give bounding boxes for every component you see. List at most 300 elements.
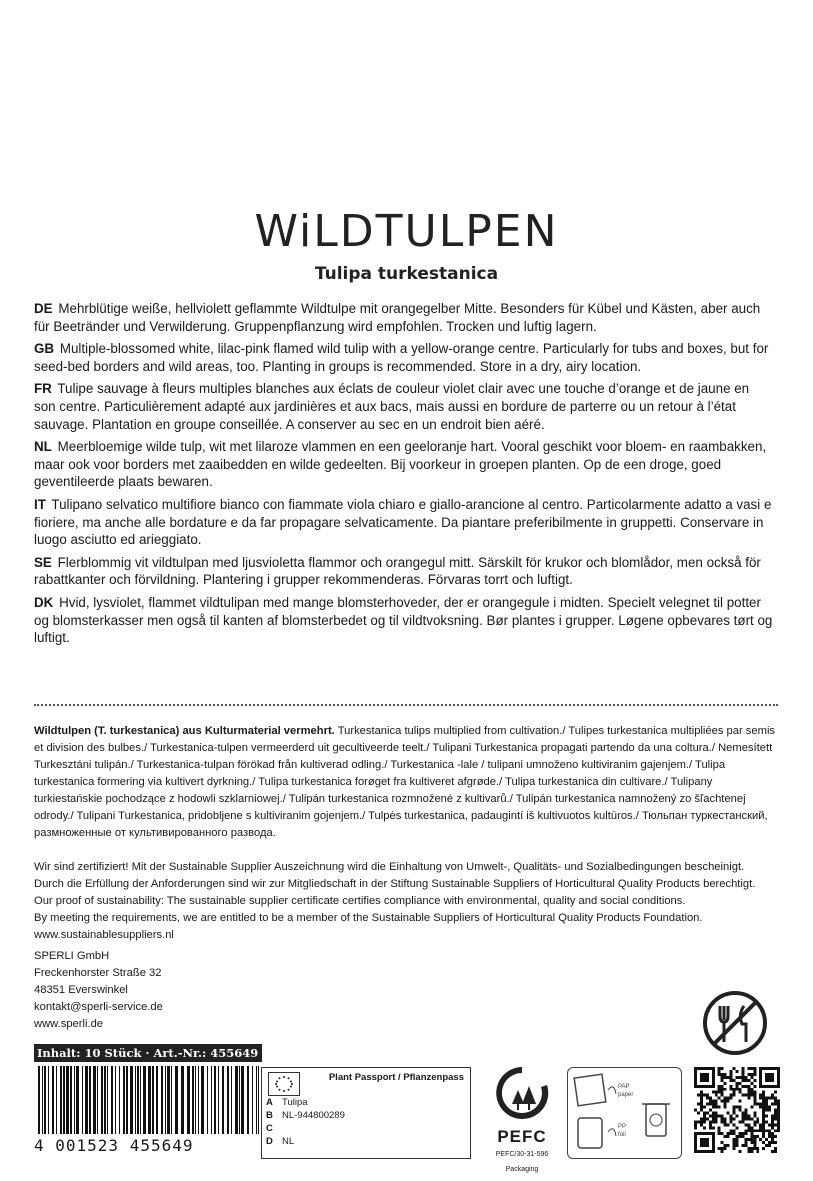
- qr-module: [700, 1097, 703, 1100]
- qr-module: [750, 1117, 753, 1120]
- qr-module: [750, 1129, 753, 1132]
- qr-module: [738, 1109, 741, 1112]
- barcode-bar: [93, 1066, 96, 1134]
- barcode-bar: [44, 1066, 46, 1134]
- barcode-bar: [167, 1066, 170, 1134]
- cert-url: www.sustainablesuppliers.nl: [34, 929, 174, 941]
- qr-module: [753, 1091, 756, 1094]
- email: kontakt@sperli-service.de: [34, 1001, 163, 1013]
- qr-module: [733, 1094, 736, 1097]
- qr-module: [733, 1111, 736, 1114]
- description-se: [34, 554, 774, 589]
- qr-module: [744, 1109, 747, 1112]
- barcode-bar: [181, 1066, 184, 1134]
- qr-module: [744, 1079, 747, 1082]
- qr-module: [736, 1085, 739, 1088]
- qr-module: [712, 1114, 715, 1117]
- qr-module: [733, 1144, 736, 1147]
- qr-module: [774, 1091, 777, 1094]
- qr-module: [744, 1076, 747, 1079]
- qr-module: [747, 1129, 750, 1132]
- barcode-bar: [192, 1066, 194, 1134]
- qr-module: [721, 1094, 724, 1097]
- barcode-bar: [42, 1066, 43, 1134]
- qr-module: [730, 1094, 733, 1097]
- qr-module: [730, 1085, 733, 1088]
- qr-module: [700, 1117, 703, 1120]
- qr-module: [715, 1120, 718, 1123]
- qr-module: [697, 1103, 700, 1106]
- passport-header: Plant Passport / Pflanzenpass: [328, 1072, 464, 1083]
- barcode-bar: [241, 1066, 244, 1134]
- qr-module: [753, 1123, 756, 1126]
- qr-module: [750, 1073, 753, 1076]
- lang-code: SE: [34, 554, 52, 570]
- qr-module: [774, 1141, 777, 1144]
- description-it: [34, 496, 774, 549]
- qr-module: [747, 1147, 750, 1150]
- qr-module: [736, 1076, 739, 1079]
- dotted-divider: [34, 704, 778, 706]
- qr-module: [741, 1111, 744, 1114]
- qr-module: [753, 1073, 756, 1076]
- qr-module: [774, 1100, 777, 1103]
- qr-module: [700, 1106, 703, 1109]
- qr-module: [741, 1076, 744, 1079]
- qr-module: [706, 1097, 709, 1100]
- lang-code: DE: [34, 301, 53, 316]
- qr-module: [774, 1111, 777, 1114]
- qr-module: [730, 1079, 733, 1082]
- qr-module: [738, 1082, 741, 1085]
- lang-text: Multiple-blossomed white, lilac-pink flamed wild tulip with a yellow-orange centre. Particularly for tubs and boxes, but for seed-bed borders and wild areas, too. Planting in groups is recommended. Store in a dry, airy location.: [34, 341, 769, 374]
- qr-module: [750, 1150, 753, 1153]
- description-dk: [34, 594, 774, 647]
- lang-code: NL: [34, 439, 52, 455]
- svg-text:paper: paper: [618, 1092, 634, 1098]
- qr-module: [721, 1150, 724, 1153]
- barcode-bar: [119, 1066, 120, 1134]
- barcode-bar: [171, 1066, 172, 1134]
- barcode-bar: [63, 1066, 65, 1134]
- passport-row: C: [266, 1123, 273, 1134]
- qr-module: [768, 1132, 771, 1135]
- qr-module: [762, 1114, 765, 1117]
- lang-text: Tulipe sauvage à fleurs multiples blanches aux éclats de couleur violet clair avec une touche d’orange et de jaune en son centre. Particulièrement adapté aux jardinières et aux bacs, mais aussi en bordure de parterre ou un retour à l’état sauvage. Plantation en groupe conseillée. A conserver au sec en un endroit bien aéré.: [34, 381, 750, 432]
- barcode-bar: [227, 1066, 229, 1134]
- qr-module: [747, 1138, 750, 1141]
- qr-module: [721, 1147, 724, 1150]
- barcode-bar: [107, 1066, 108, 1134]
- qr-module: [777, 1117, 780, 1120]
- qr-module: [724, 1144, 727, 1147]
- qr-module: [747, 1123, 750, 1126]
- lang-text: Tulipano selvatico multifiore bianco con fiammate viola chiaro e giallo-arancione al centro. Particolarmente adatto a vasi e fioriere, ma anche alle bordature e da far propagare selvaticamente. Da piantare preferibilmente in gruppetti. Conservare in luogo asciutto ed arieggiato.: [34, 496, 772, 548]
- lang-text: Hvid, lysviolet, flammet vildtulipan med mange blomsterhoveder, der er orangegule i midten. Specielt velegnet til potter og blomsterkasser men også til kanten af blomsterbedet og til vildtvoksning. Bør plantes i grupper. Løgene opbevares tørt og luftigt.: [34, 594, 773, 646]
- lang-code: GB: [34, 341, 55, 357]
- barcode-bar: [85, 1066, 88, 1134]
- street: Freckenhorster Straße 32: [34, 967, 162, 979]
- qr-module: [709, 1123, 712, 1126]
- barcode-bar: [52, 1066, 54, 1134]
- barcode-bar: [123, 1066, 125, 1134]
- qr-module: [715, 1094, 718, 1097]
- qr-module: [718, 1091, 721, 1094]
- qr-module: [753, 1103, 756, 1106]
- qr-module: [765, 1109, 768, 1112]
- company-name: SPERLI GmbH: [34, 950, 110, 962]
- qr-module: [724, 1073, 727, 1076]
- svg-text:PAP: PAP: [618, 1084, 630, 1090]
- qr-module: [697, 1120, 700, 1123]
- qr-module: [700, 1103, 703, 1106]
- qr-module: [700, 1091, 703, 1094]
- qr-module: [736, 1144, 739, 1147]
- qr-module: [753, 1138, 756, 1141]
- qr-module: [753, 1147, 756, 1150]
- qr-module: [721, 1085, 724, 1088]
- qr-module: [774, 1109, 777, 1112]
- qr-module: [753, 1111, 756, 1114]
- passport-row: B NL-944800289: [266, 1110, 345, 1121]
- barcode-bar: [218, 1066, 219, 1134]
- qr-module: [727, 1100, 730, 1103]
- qr-module: [765, 1114, 768, 1117]
- qr-module: [738, 1135, 741, 1138]
- qr-module: [741, 1073, 744, 1076]
- qr-module: [762, 1141, 765, 1144]
- qr-module: [741, 1117, 744, 1120]
- qr-module: [694, 1120, 697, 1123]
- qr-module: [727, 1076, 730, 1079]
- qr-module: [712, 1120, 715, 1123]
- qr-module: [747, 1073, 750, 1076]
- qr-module: [744, 1117, 747, 1120]
- qr-module: [765, 1100, 768, 1103]
- qr-module: [738, 1150, 741, 1153]
- qr-module: [747, 1117, 750, 1120]
- qr-module: [747, 1067, 750, 1070]
- qr-module: [733, 1129, 736, 1132]
- qr-module: [777, 1123, 780, 1126]
- qr-module: [715, 1106, 718, 1109]
- recycle-bin-icon: [567, 1067, 682, 1159]
- qr-module: [771, 1141, 774, 1144]
- qr-module: [727, 1132, 730, 1135]
- lang-code: IT: [34, 496, 46, 512]
- qr-module: [718, 1067, 721, 1070]
- qr-module: [777, 1129, 780, 1132]
- qr-module: [771, 1123, 774, 1126]
- qr-module: [715, 1114, 718, 1117]
- qr-module: [736, 1114, 739, 1117]
- qr-module: [738, 1088, 741, 1091]
- qr-module: [777, 1100, 780, 1103]
- qr-module: [733, 1106, 736, 1109]
- qr-module: [762, 1106, 765, 1109]
- qr-module: [774, 1123, 777, 1126]
- qr-module: [750, 1094, 753, 1097]
- qr-module: [744, 1094, 747, 1097]
- qr-module: [730, 1114, 733, 1117]
- barcode-bar: [175, 1066, 178, 1134]
- qr-module: [703, 1120, 706, 1123]
- description-nl: [34, 438, 774, 491]
- qr-module: [744, 1111, 747, 1114]
- qr-module: [750, 1106, 753, 1109]
- qr-module: [765, 1103, 768, 1106]
- qr-module: [768, 1106, 771, 1109]
- origin-text: Turkestanica tulips multiplied from cultivation./ Tulipes turkestanica multipliées par semis et division des bulbes./ Turkestanica-tulpen vermeerderd uit gecultiveerde teelt./ Tulipani Turkestanica propagati partendo da una coltura./ Nemesített Turkesztáni tulipán./ Turkestanica-tulpan förökad från kultiverad odling./ Turkestanica -lale / tulipani umnoženo kultiviranim gajenjem./ Tulipa turkestanica formering via kultivert dyrkning./ Tulipa turkestanica forøget fra kultiveret afgrøde./ Tulipa turkestanica din cultivare./ Tulipany turkiestańskie pochodzące z hodowli szklarniowej./ Tulipán turkestanica rozmnožené z kultivarů./ Tulipán turkestanica namnožený zo šľachtenej odrody./ Tulipani Turkestanica, pridobljene s kultiviranim gojenjem./ Tulpės turkestanica, padaugintí iš kultivuotos kultūros./ Тюльпан туркестанский, размноженные от культивированного развода.: [34, 725, 776, 839]
- cert-line: Durch die Erfüllung der Anforderungen sind wir zur Mitgliedschaft in der Stiftung Sustainable Suppliers of Horticultural Quality Products berechtigt.: [34, 878, 756, 890]
- qr-module: [718, 1070, 721, 1073]
- qr-module: [771, 1097, 774, 1100]
- qr-module: [762, 1091, 765, 1094]
- qr-module: [700, 1123, 703, 1126]
- qr-module: [747, 1094, 750, 1097]
- qr-module: [738, 1100, 741, 1103]
- description-de: [34, 300, 774, 335]
- cert-line: Our proof of sustainability: The sustainable supplier certificate certifies compliance with environmental, quality and social conditions.: [34, 895, 686, 907]
- barcode-bar: [247, 1066, 249, 1134]
- qr-module: [718, 1132, 721, 1135]
- qr-module: [756, 1135, 759, 1138]
- qr-module: [733, 1132, 736, 1135]
- qr-module: [741, 1120, 744, 1123]
- qr-module: [724, 1120, 727, 1123]
- qr-module: [727, 1097, 730, 1100]
- qr-module: [712, 1091, 715, 1094]
- qr-module: [774, 1114, 777, 1117]
- qr-module: [724, 1135, 727, 1138]
- qr-module: [709, 1100, 712, 1103]
- plant-passport: [261, 1067, 471, 1159]
- qr-module: [712, 1111, 715, 1114]
- qr-module: [774, 1103, 777, 1106]
- qr-module: [741, 1114, 744, 1117]
- barcode-bar: [60, 1066, 62, 1134]
- qr-module: [730, 1117, 733, 1120]
- qr-module: [715, 1091, 718, 1094]
- qr-module: [694, 1126, 697, 1129]
- barcode-bar: [111, 1066, 113, 1134]
- qr-module: [724, 1147, 727, 1150]
- qr-module: [771, 1138, 774, 1141]
- qr-module: [762, 1111, 765, 1114]
- qr-module: [712, 1103, 715, 1106]
- qr-module: [747, 1079, 750, 1082]
- qr-module: [774, 1135, 777, 1138]
- barcode-bar: [76, 1066, 79, 1134]
- eu-flag-icon: [268, 1072, 300, 1096]
- qr-module: [718, 1073, 721, 1076]
- barcode-bar: [239, 1066, 240, 1134]
- qr-module: [718, 1114, 721, 1117]
- qr-module: [747, 1150, 750, 1153]
- lang-text: Meerbloemige wilde tulp, wit met lilaroze vlammen en een geeloranje hart. Vooral geschikt voor bloem- en raambakken, maar ook voor borders met zaaibedden en wilde gedeelten. Bij voorkeur in groepen planten. Op de een droge, goed geventileerde plaats bewaren.: [34, 439, 767, 490]
- qr-module: [753, 1094, 756, 1097]
- qr-module: [741, 1085, 744, 1088]
- qr-module: [738, 1132, 741, 1135]
- description-list: [34, 300, 774, 652]
- qr-module: [771, 1094, 774, 1097]
- qr-module: [733, 1147, 736, 1150]
- origin-lead: Wildtulpen (T. turkestanica) aus Kulturmaterial vermehrt.: [34, 725, 335, 737]
- qr-module: [724, 1076, 727, 1079]
- qr-module: [724, 1106, 727, 1109]
- qr-module: [712, 1100, 715, 1103]
- qr-module: [733, 1138, 736, 1141]
- qr-code-icon: [694, 1067, 780, 1153]
- qr-module: [753, 1085, 756, 1088]
- qr-module: [718, 1147, 721, 1150]
- qr-module: [741, 1135, 744, 1138]
- qr-module: [733, 1117, 736, 1120]
- barcode-bar: [211, 1066, 212, 1134]
- qr-module: [753, 1135, 756, 1138]
- qr-module: [741, 1094, 744, 1097]
- qr-module: [730, 1076, 733, 1079]
- description-fr: [34, 380, 774, 433]
- qr-module: [738, 1106, 741, 1109]
- barcode-bar: [231, 1066, 232, 1134]
- qr-module: [709, 1120, 712, 1123]
- qr-module: [736, 1082, 739, 1085]
- barcode-bar: [89, 1066, 91, 1134]
- qr-module: [747, 1091, 750, 1094]
- qr-module: [750, 1138, 753, 1141]
- qr-module: [744, 1085, 747, 1088]
- qr-module: [736, 1126, 739, 1129]
- qr-module: [718, 1097, 721, 1100]
- qr-module: [736, 1135, 739, 1138]
- qr-module: [777, 1114, 780, 1117]
- qr-module: [759, 1138, 762, 1141]
- qr-module: [771, 1120, 774, 1123]
- qr-module: [709, 1126, 712, 1129]
- qr-module: [715, 1111, 718, 1114]
- qr-module: [712, 1106, 715, 1109]
- qr-module: [724, 1100, 727, 1103]
- qr-module: [738, 1091, 741, 1094]
- page-title: WiLDTULPEN: [254, 206, 559, 257]
- qr-module: [762, 1117, 765, 1120]
- qr-module: [715, 1103, 718, 1106]
- qr-module: [750, 1076, 753, 1079]
- barcode-bar: [165, 1066, 166, 1134]
- qr-module: [733, 1141, 736, 1144]
- qr-module: [721, 1079, 724, 1082]
- qr-module: [750, 1088, 753, 1091]
- qr-module: [703, 1126, 706, 1129]
- qr-module: [765, 1144, 768, 1147]
- website: www.sperli.de: [34, 1018, 104, 1030]
- qr-module: [706, 1094, 709, 1097]
- qr-module: [777, 1111, 780, 1114]
- qr-module: [747, 1126, 750, 1129]
- qr-module: [747, 1097, 750, 1100]
- qr-module: [765, 1138, 768, 1141]
- qr-module: [721, 1114, 724, 1117]
- qr-module: [730, 1120, 733, 1123]
- certification-note: [34, 859, 794, 944]
- qr-module: [756, 1129, 759, 1132]
- qr-module: [718, 1126, 721, 1129]
- svg-text:PP: PP: [618, 1124, 627, 1130]
- qr-module: [724, 1117, 727, 1120]
- qr-module: [741, 1132, 744, 1135]
- qr-module: [703, 1114, 706, 1117]
- qr-module: [750, 1135, 753, 1138]
- qr-module: [744, 1132, 747, 1135]
- qr-module: [730, 1097, 733, 1100]
- content-article-bar: Inhalt: 10 Stück · Art.-Nr.: 455649: [34, 1044, 262, 1062]
- barcode-bar: [198, 1066, 199, 1134]
- qr-module: [703, 1117, 706, 1120]
- qr-module: [730, 1088, 733, 1091]
- qr-module: [709, 1109, 712, 1112]
- qr-module: [727, 1135, 730, 1138]
- page-subtitle: Tulipa turkestanica: [314, 264, 499, 284]
- qr-module: [768, 1129, 771, 1132]
- qr-module: [718, 1129, 721, 1132]
- qr-module: [738, 1076, 741, 1079]
- qr-module: [753, 1144, 756, 1147]
- qr-module: [721, 1132, 724, 1135]
- barcode-bar: [135, 1066, 136, 1134]
- qr-module: [777, 1120, 780, 1123]
- description-gb: [34, 340, 774, 375]
- qr-module: [762, 1135, 765, 1138]
- qr-module: [744, 1138, 747, 1141]
- qr-module: [709, 1114, 712, 1117]
- barcode-bar: [104, 1066, 106, 1134]
- qr-module: [727, 1111, 730, 1114]
- qr-module: [736, 1088, 739, 1091]
- qr-module: [774, 1150, 777, 1153]
- passport-row: D NL: [266, 1136, 295, 1147]
- barcode-bar: [82, 1066, 83, 1134]
- qr-module: [762, 1097, 765, 1100]
- qr-module: [753, 1129, 756, 1132]
- qr-module: [762, 1123, 765, 1126]
- qr-module: [771, 1114, 774, 1117]
- qr-module: [750, 1082, 753, 1085]
- qr-module: [730, 1129, 733, 1132]
- barcode-bar: [195, 1066, 196, 1134]
- qr-module: [756, 1103, 759, 1106]
- qr-module: [762, 1094, 765, 1097]
- qr-module: [756, 1147, 759, 1150]
- qr-module: [718, 1088, 721, 1091]
- qr-module: [724, 1103, 727, 1106]
- barcode-bar: [256, 1066, 257, 1134]
- qr-module: [774, 1147, 777, 1150]
- pefc-code: PEFC/30-31-596: [495, 1151, 549, 1158]
- qr-module: [750, 1132, 753, 1135]
- qr-module: [741, 1070, 744, 1073]
- qr-module: [736, 1141, 739, 1144]
- qr-module: [762, 1129, 765, 1132]
- qr-finder: [700, 1073, 709, 1082]
- barcode-bar: [152, 1066, 154, 1134]
- qr-module: [759, 1106, 762, 1109]
- qr-module: [709, 1097, 712, 1100]
- qr-module: [721, 1067, 724, 1070]
- qr-module: [741, 1144, 744, 1147]
- qr-module: [721, 1073, 724, 1076]
- barcode-bar: [140, 1066, 141, 1134]
